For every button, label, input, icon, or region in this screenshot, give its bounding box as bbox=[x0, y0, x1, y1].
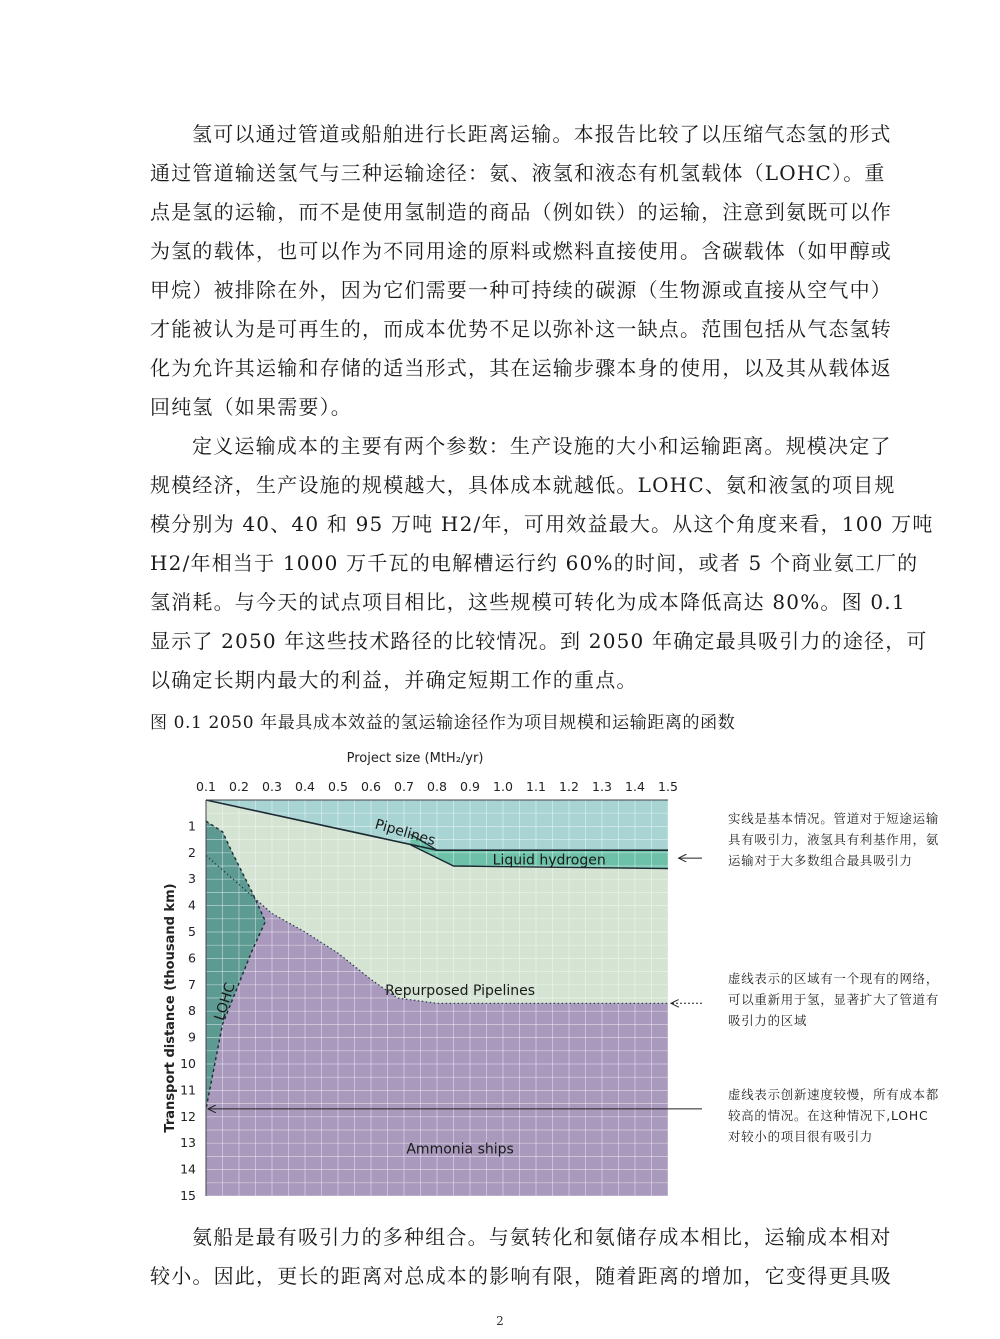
y-tick-label: 4 bbox=[188, 897, 196, 913]
x-tick-label: 1.2 bbox=[559, 779, 579, 794]
region-label: LOHC bbox=[211, 980, 239, 1023]
x-tick-label: 0.7 bbox=[394, 779, 414, 794]
paragraph-line: 氨船是最有吸引力的多种组合。与氨转化和氨储存成本相比，运输成本相对 bbox=[192, 1225, 892, 1249]
y-tick-label: 3 bbox=[188, 871, 196, 887]
paragraph-3 bbox=[150, 1218, 892, 1296]
y-tick-label: 5 bbox=[188, 924, 196, 939]
y-axis-label: Transport distance (thousand km) bbox=[163, 883, 178, 1133]
page-number: 2 bbox=[496, 1314, 504, 1328]
chart bbox=[150, 742, 710, 1212]
annotation-note-2: 虚线表示的区域有一个现有的网络，可以重新用于氢，显著扩大了管道有吸引力的区域 bbox=[728, 971, 940, 1028]
y-tick-label: 13 bbox=[180, 1135, 196, 1151]
paragraph-line: 模分别为 40、40 和 95 万吨 H2/年，可用效益最大。从这个角度来看，100 万吨 bbox=[150, 512, 934, 536]
region-label: Ammonia ships bbox=[406, 1141, 514, 1158]
region-label: Pipelines bbox=[373, 816, 438, 850]
y-tick-label: 10 bbox=[180, 1056, 196, 1071]
x-tick-label: 0.1 bbox=[196, 779, 216, 794]
paragraph-line: 定义运输成本的主要有两个参数：生产设施的大小和运输距离。规模决定了 bbox=[192, 434, 892, 458]
x-tick-label: 1.1 bbox=[526, 779, 546, 794]
y-tick-label: 8 bbox=[188, 1003, 196, 1019]
y-tick-label: 1 bbox=[188, 818, 196, 834]
paragraph-line: 以确定长期内最大的利益，并确定短期工作的重点。 bbox=[150, 668, 638, 692]
paragraph-line: 为氢的载体，也可以作为不同用途的原料或燃料直接使用。含碳载体（如甲醇或 bbox=[150, 239, 892, 263]
paragraph-line: 氢消耗。与今天的试点项目相比，这些规模可转化为成本降低高达 80%。图 0.1 bbox=[150, 590, 906, 614]
region-label: Repurposed Pipelines bbox=[385, 983, 536, 1000]
annotation-note-1: 实线是基本情况。管道对于短途运输具有吸引力，液氢具有利基作用，氨运输对于大多数组合最具吸引力 bbox=[728, 811, 940, 868]
y-tick-label: 14 bbox=[180, 1161, 196, 1177]
y-tick-label: 12 bbox=[180, 1108, 196, 1124]
paragraph-line: 规模经济，生产设施的规模越大，具体成本就越低。LOHC、氨和液氢的项目规 bbox=[150, 473, 896, 497]
paragraph-line: 才能被认为是可再生的，而成本优势不足以弥补这一缺点。范围包括从气态氢转 bbox=[150, 317, 892, 341]
paragraph-line: 回纯氢（如果需要）。 bbox=[150, 395, 352, 419]
x-tick-label: 1.0 bbox=[493, 779, 513, 794]
x-tick-label: 0.6 bbox=[361, 779, 381, 794]
figure-0-1 bbox=[150, 742, 950, 1212]
y-tick-label: 9 bbox=[188, 1029, 196, 1045]
x-tick-label: 0.4 bbox=[295, 779, 315, 794]
paragraph-line: 氢可以通过管道或船舶进行长距离运输。本报告比较了以压缩气态氢的形式 bbox=[192, 122, 892, 146]
x-tick-label: 1.4 bbox=[625, 779, 645, 794]
paragraph-line: 显示了 2050 年这些技术路径的比较情况。到 2050 年确定最具吸引力的途径，可 bbox=[150, 629, 928, 653]
y-tick-label: 2 bbox=[188, 844, 196, 860]
x-axis-label: Project size (MtH₂/yr) bbox=[346, 751, 484, 766]
x-tick-label: 0.8 bbox=[427, 779, 447, 794]
y-tick-label: 11 bbox=[180, 1082, 196, 1098]
x-tick-label: 0.9 bbox=[460, 779, 480, 794]
paragraph-2 bbox=[150, 427, 934, 700]
annotation-note-3: 虚线表示创新速度较慢，所有成本都较高的情况。在这种情况下,LOHC 对较小的项目很有吸引力 bbox=[728, 1087, 940, 1144]
x-tick-label: 1.3 bbox=[592, 779, 612, 794]
paragraph-line: 化为允许其运输和存储的适当形式，其在运输步骤本身的使用，以及其从载体返 bbox=[150, 356, 892, 380]
y-tick-label: 15 bbox=[180, 1188, 196, 1203]
x-tick-label: 0.3 bbox=[262, 779, 282, 794]
x-tick-label: 0.5 bbox=[328, 779, 348, 794]
figure-caption: 图 0.1 2050 年最具成本效益的氢运输途径作为项目规模和运输距离的函数 bbox=[150, 713, 736, 733]
region-label: Liquid hydrogen bbox=[492, 852, 606, 869]
paragraph-1 bbox=[150, 115, 892, 427]
y-tick-label: 7 bbox=[188, 976, 196, 992]
paragraph-line: 点是氢的运输，而不是使用氢制造的商品（例如铁）的运输，注意到氨既可以作 bbox=[150, 200, 892, 224]
x-tick-label: 0.2 bbox=[229, 779, 249, 794]
paragraph-line: H2/年相当于 1000 万千瓦的电解槽运行约 60%的时间，或者 5 个商业氨工厂的 bbox=[150, 551, 919, 575]
paragraph-line: 通过管道输送氢气与三种运输途径：氨、液氢和液态有机氢载体（LOHC）。重 bbox=[150, 161, 886, 185]
paragraph-line: 较小。因此，更长的距离对总成本的影响有限，随着距离的增加，它变得更具吸 bbox=[150, 1264, 892, 1288]
paragraph-line: 甲烷）被排除在外，因为它们需要一种可持续的碳源（生物源或直接从空气中） bbox=[150, 278, 892, 302]
y-tick-label: 6 bbox=[188, 950, 196, 966]
x-tick-label: 1.5 bbox=[658, 779, 678, 794]
